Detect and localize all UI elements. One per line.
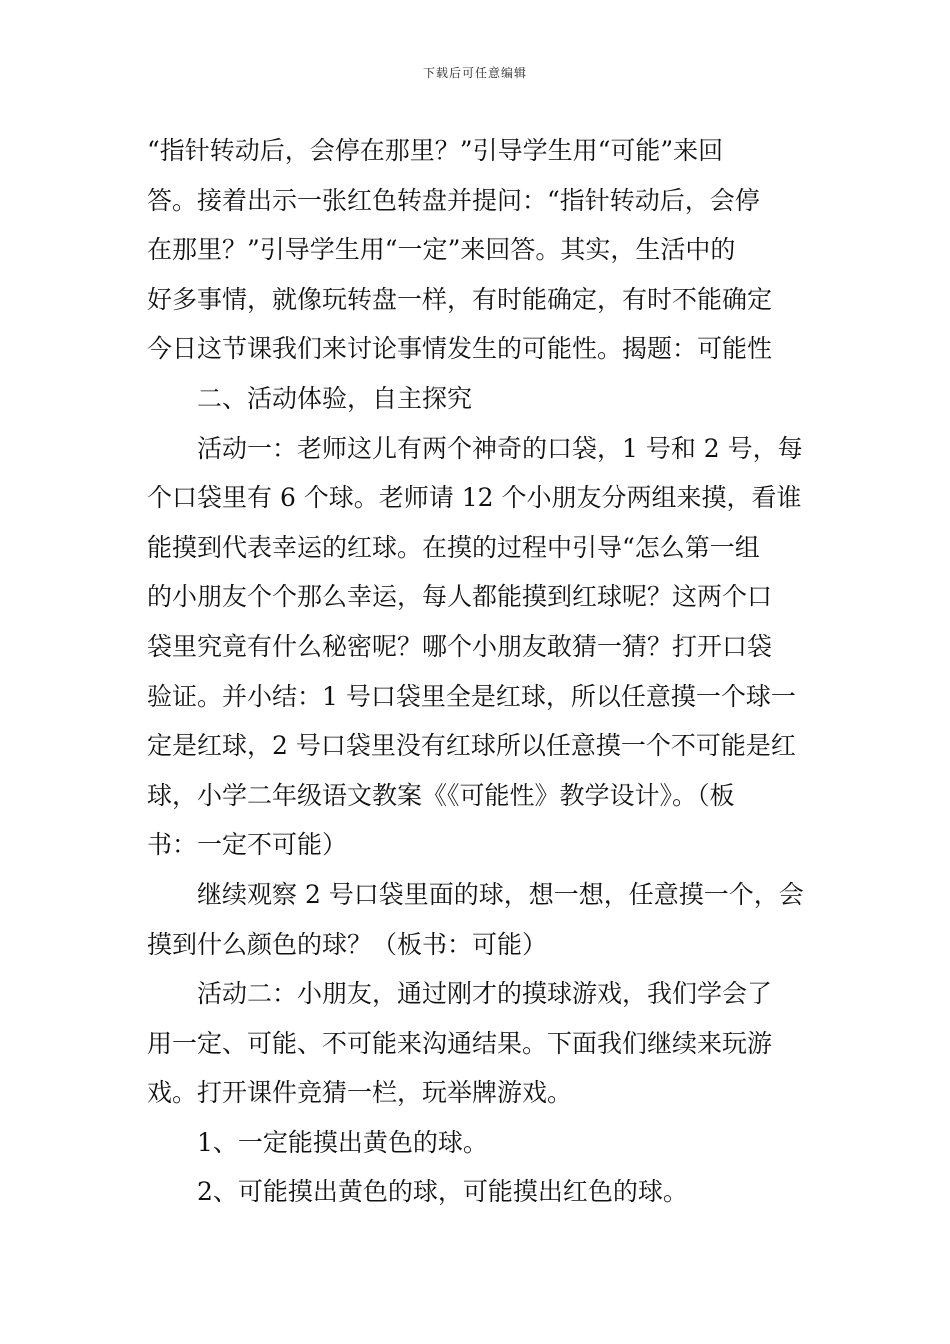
text-line: 活动二：小朋友，通过刚才的摸球游戏，我们学会了 [197,979,773,1009]
text-line: 袋里究竟有什么秘密呢？哪个小朋友敢猜一猜？打开口袋 [147,631,773,661]
text-line: 定是红球，2 号口袋里没有红球所以任意摸一个不可能是红 [147,731,796,761]
text-line: 的小朋友个个那么幸运，每人都能摸到红球呢？这两个口 [147,582,773,612]
text-line: 书：一定不可能） [147,830,348,860]
body-text [147,126,807,1217]
text-line: 能摸到代表幸运的红球。在摸的过程中引导“怎么第一组 [147,532,760,562]
text-line: 在那里？”引导学生用“一定”来回答。其实，生活中的 [147,235,736,265]
text-line: 摸到什么颜色的球？（板书：可能） [147,929,548,959]
text-line: 1、一定能摸出黄色的球。 [197,1127,488,1157]
text-line: 球，小学二年级语文教案《《可能性》教学设计》。（板 [147,780,735,810]
text-line: 个口袋里有 6 个球。老师请 12 个小朋友分两组来摸，看谁 [147,483,802,513]
page-header: 下载后可任意编辑 [422,66,527,80]
text-line: 戏。打开课件竞猜一栏，玩举牌游戏。 [147,1078,573,1108]
text-line: 2、可能摸出黄色的球，可能摸出红色的球。 [197,1177,688,1207]
text-line: 二、活动体验，自主探究 [197,383,473,413]
text-line: 用一定、可能、不可能来沟通结果。下面我们继续来玩游 [147,1028,773,1058]
text-line: 答。接着出示一张红色转盘并提问：“指针转动后，会停 [147,185,760,215]
text-line: 验证。并小结：1 号口袋里全是红球，所以任意摸一个球一 [147,681,796,711]
text-line: “指针转动后，会停在那里？”引导学生用“可能”来回 [147,136,724,165]
text-line: 继续观察 2 号口袋里面的球，想一想，任意摸一个，会 [197,879,804,909]
text-line: 好多事情，就像玩转盘一样，有时能确定，有时不能确定 [147,284,773,314]
text-line: 今日这节课我们来讨论事情发生的可能性。揭题：可能性 [147,334,773,364]
text-line: 活动一：老师这儿有两个神奇的口袋，1 号和 2 号，每 [197,433,803,463]
